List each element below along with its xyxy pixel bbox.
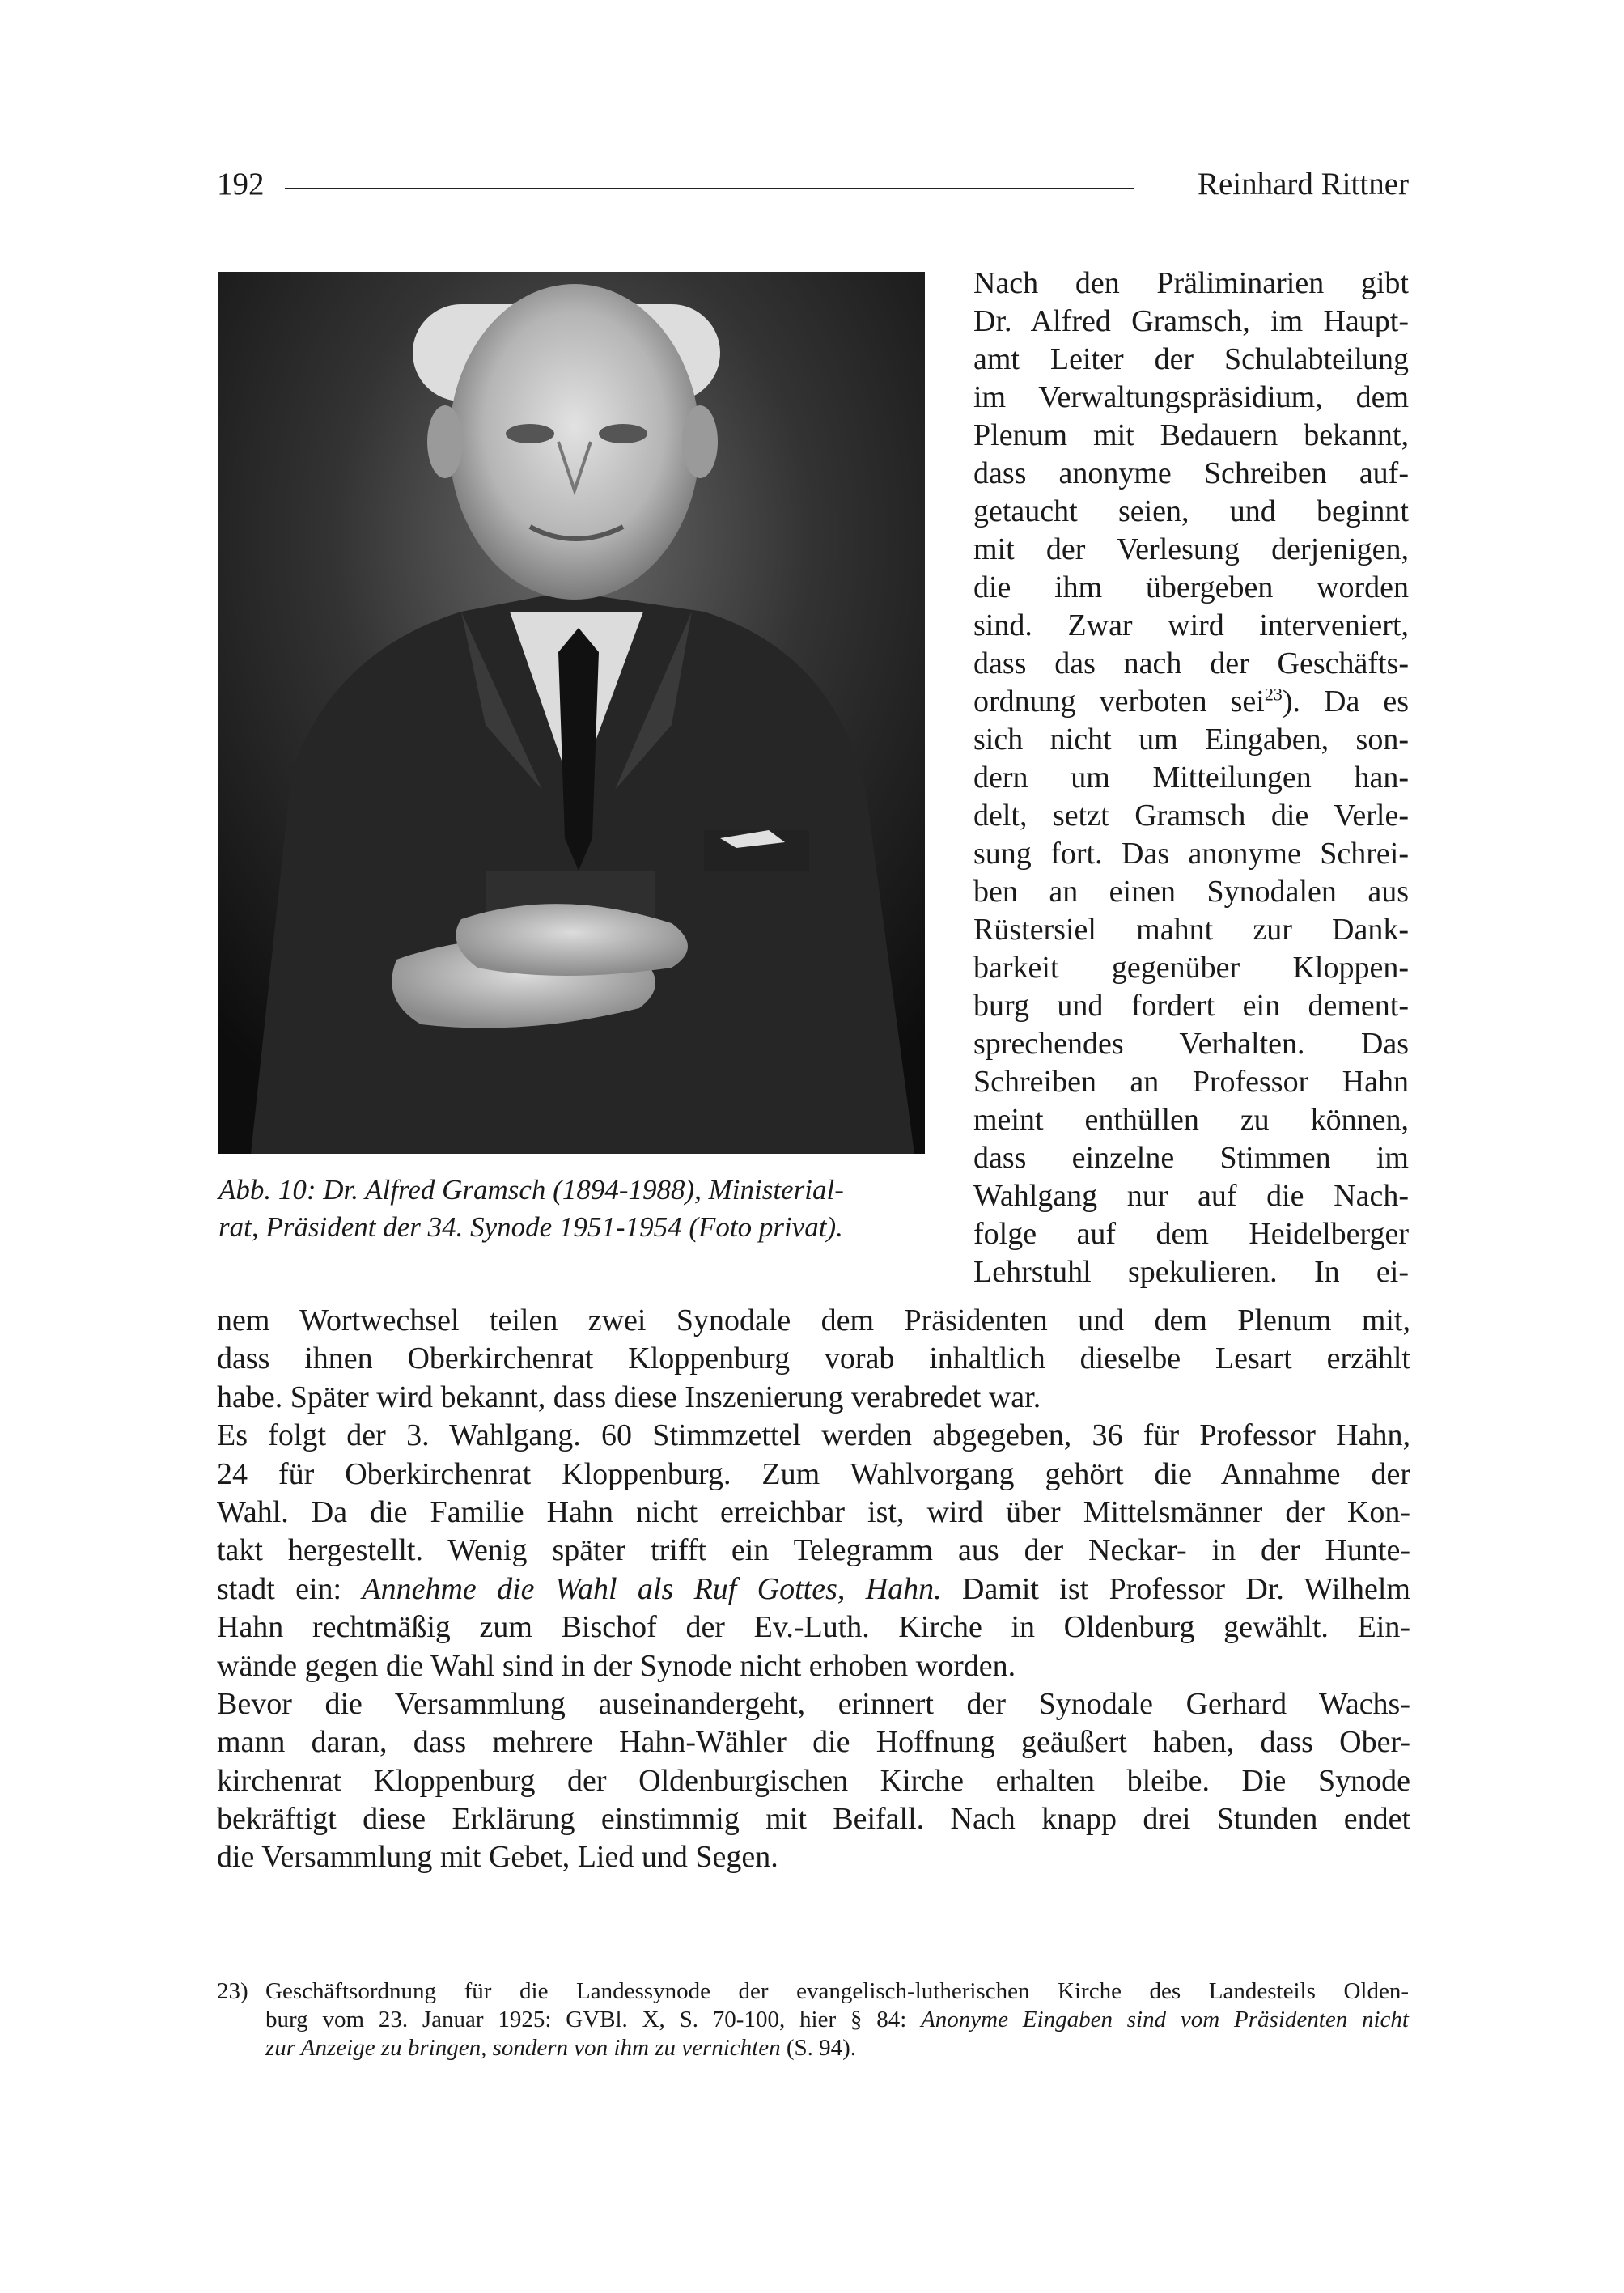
text-line: sung fort. Das anonyme Schrei- xyxy=(973,837,1409,871)
text-line: Lehrstuhl spekulieren. In ei- xyxy=(973,1255,1409,1289)
caption-line: Abb. 10: Dr. Alfred Gramsch (1894-1988), Ministerial- xyxy=(218,1174,844,1206)
telegram-quote: Annehme die Wahl als Ruf Gottes, Hahn. xyxy=(362,1571,942,1606)
footnote-reference: 23 xyxy=(1264,684,1283,705)
text-line: im Verwaltungspräsidium, dem xyxy=(973,380,1409,414)
text-line: die ihm übergeben worden xyxy=(973,570,1409,604)
text-line: sind. Zwar wird interveniert, xyxy=(973,608,1409,642)
main-body-text xyxy=(217,1302,1410,1877)
running-head: Reinhard Rittner xyxy=(1197,167,1409,201)
text-line: sich nicht um Eingaben, son- xyxy=(973,723,1409,757)
text-fragment: burg vom 23. Januar 1925: GVBl. X, S. 70-100, hier § 84: xyxy=(265,2007,922,2032)
page-number: 192 xyxy=(217,167,265,201)
portrait-photo xyxy=(218,272,925,1154)
portrait-photo-illustration xyxy=(218,272,925,1154)
text-line: ben an einen Synodalen aus xyxy=(973,875,1409,909)
text-line: Es folgt der 3. Wahlgang. 60 Stimmzettel werden abgegeben, 36 für Professor Hahn, xyxy=(217,1418,1410,1453)
text-line: dern um Mitteilungen han- xyxy=(973,761,1409,795)
text-line: meint enthüllen zu können, xyxy=(973,1103,1409,1137)
text-line: dass das nach der Geschäfts- xyxy=(973,646,1409,680)
text-line: burg und fordert ein dement- xyxy=(973,989,1409,1023)
text-line: Schreiben an Professor Hahn xyxy=(973,1065,1409,1099)
footnote-line xyxy=(265,2006,1409,2034)
text-line: Dr. Alfred Gramsch, im Haupt- xyxy=(973,304,1409,338)
text-line: nem Wortwechsel teilen zwei Synodale dem Präsidenten und dem Plenum mit, xyxy=(217,1303,1410,1337)
text-line: getaucht seien, und beginnt xyxy=(973,494,1409,528)
text-fragment: ). Da es xyxy=(1282,685,1409,718)
text-line-with-footnote-ref xyxy=(973,683,1409,721)
text-fragment: (S. 94). xyxy=(780,2035,857,2061)
text-line: die Versammlung mit Gebet, Lied und Segen. xyxy=(217,1840,778,1875)
text-line: 24 für Oberkirchenrat Kloppenburg. Zum Wahlvorgang gehört die Annahme der xyxy=(217,1456,1410,1491)
text-line-with-telegram-quote xyxy=(217,1570,1410,1608)
text-line: barkeit gegenüber Kloppen- xyxy=(973,951,1409,985)
text-line: dass anonyme Schreiben auf- xyxy=(973,456,1409,490)
side-column-text xyxy=(973,265,1409,1291)
text-line: sprechendes Verhalten. Das xyxy=(973,1027,1409,1061)
text-line: bekräftigt diese Erklärung einstimmig mit Beifall. Nach knapp drei Stunden endet xyxy=(217,1802,1410,1837)
text-line: folge auf dem Heidelberger xyxy=(973,1217,1409,1251)
text-line: Plenum mit Bedauern bekannt, xyxy=(973,418,1409,452)
text-line: amt Leiter der Schulabteilung xyxy=(973,342,1409,376)
figure-caption xyxy=(218,1172,931,1246)
text-line: dass einzelne Stimmen im xyxy=(973,1141,1409,1175)
text-line: mit der Verlesung derjenigen, xyxy=(973,532,1409,566)
text-line: Bevor die Versammlung auseinandergeht, erinnert der Synodale Gerhard Wachs- xyxy=(217,1686,1410,1721)
footnote-line: Geschäftsordnung für die Landessynode der evangelisch-lutherischen Kirche des Landesteils Olden- xyxy=(265,1978,1409,2004)
text-line: delt, setzt Gramsch die Verle- xyxy=(973,799,1409,833)
caption-line: rat, Präsident der 34. Synode 1951-1954 (Foto privat). xyxy=(218,1211,843,1243)
quoted-rule: zur Anzeige zu bringen, sondern von ihm zu vernichten xyxy=(265,2035,781,2061)
text-line: Hahn rechtmäßig zum Bischof der Ev.-Luth. Kirche in Oldenburg gewählt. Ein- xyxy=(217,1610,1410,1645)
text-line: Wahlgang nur auf die Nach- xyxy=(973,1179,1409,1213)
text-line: Rüstersiel mahnt zur Dank- xyxy=(973,913,1409,947)
text-line: takt hergestellt. Wenig später trifft ein Telegramm aus der Neckar- in der Hunte- xyxy=(217,1533,1410,1568)
text-line: dass ihnen Oberkirchenrat Kloppenburg vorab inhaltlich dieselbe Lesart erzählt xyxy=(217,1341,1410,1376)
text-fragment: stadt ein: xyxy=(217,1571,363,1606)
text-fragment: ordnung verboten sei xyxy=(973,685,1265,718)
footnote-number: 23) xyxy=(217,1978,248,2004)
text-fragment: Damit ist Professor Dr. Wilhelm xyxy=(941,1571,1410,1606)
quoted-rule: Anonyme Eingaben sind vom Präsidenten nicht xyxy=(921,2007,1409,2032)
text-line: Wahl. Da die Familie Hahn nicht erreichbar ist, wird über Mittelsmänner der Kon- xyxy=(217,1494,1410,1529)
text-line: wände gegen die Wahl sind in der Synode nicht erhoben worden. xyxy=(217,1648,1016,1683)
text-line: habe. Später wird bekannt, dass diese Inszenierung verabredet war. xyxy=(217,1380,1041,1414)
text-line: kirchenrat Kloppenburg der Oldenburgischen Kirche erhalten bleibe. Die Synode xyxy=(217,1763,1410,1798)
text-line: mann daran, dass mehrere Hahn-Wähler die Hoffnung geäußert haben, dass Ober- xyxy=(217,1725,1410,1760)
footnote-body xyxy=(265,1977,1409,2062)
page-header xyxy=(217,166,1409,214)
text-line: Nach den Präliminarien gibt xyxy=(973,266,1409,300)
footnote-line xyxy=(265,2034,1409,2062)
header-rule xyxy=(285,188,1134,189)
